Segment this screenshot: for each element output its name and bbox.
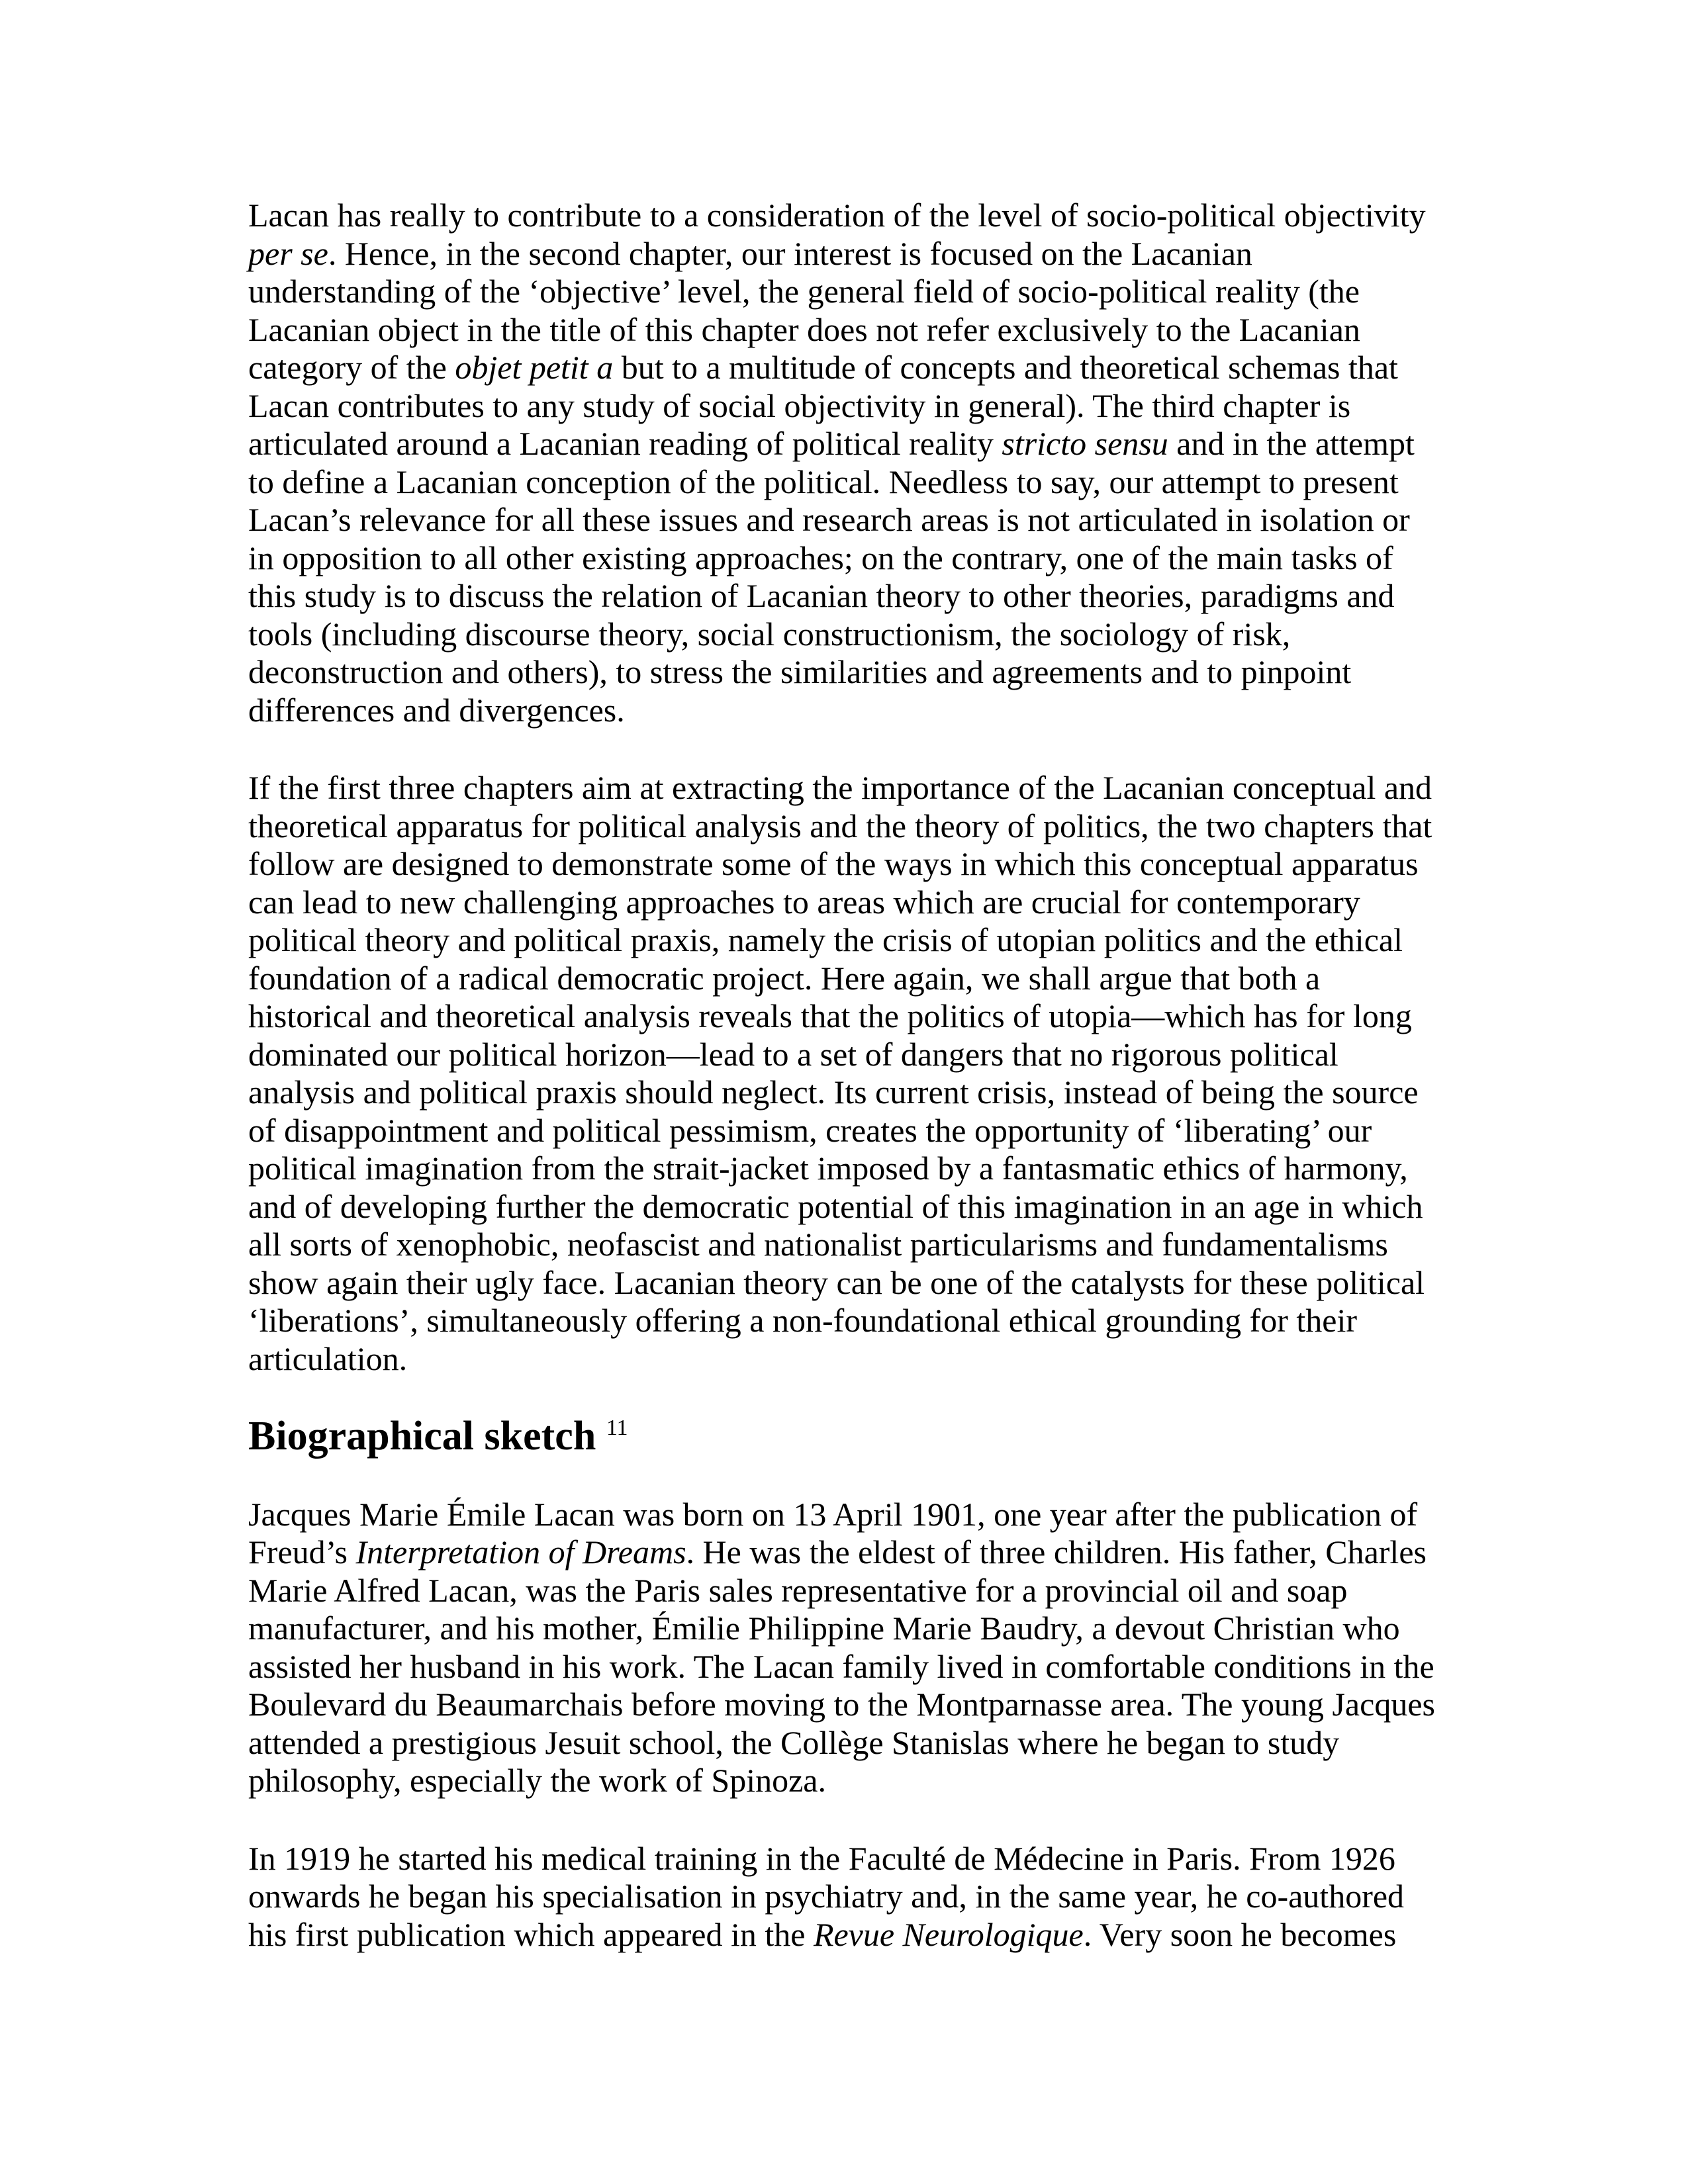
text-run: but to a multitude of concepts and theoretical schemas that Lacan contributes to any study of social objectivity in general). The third chapter is articulated around a Lacanian reading of political reality bbox=[248, 349, 1398, 462]
text-run: If the first three chapters aim at extracting the importance of the Lacanian conceptual and theoretical apparatus for political analysis and the theory of politics, the two chapters that follow are designed to demonstrate some of the ways in which this conceptual apparatus can lead to new challenging approaches to areas which are crucial for contemporary political theory and political praxis, namely the crisis of utopian politics and the ethical foundation of a radical democratic project. Here again, we shall argue that both a historical and theoretical analysis reveals that the politics of utopia—which has for long dominated our political horizon—lead to a set of dangers that no rigorous political analysis and political praxis should neglect. Its current crisis, instead of being the source of disappointment and political pessimism, creates the opportunity of ‘liberating’ our political imagination from the strait-jacket imposed by a fantasmatic ethics of harmony, and of developing further the democratic potential of this imagination in an age in which all sorts of xenophobic, neofascist and nationalist particularisms and fundamentalisms show again their ugly face. Lacanian theory can be one of the catalysts for these political ‘liberations’, simultaneously offering a non-foundational ethical grounding for their articulation. bbox=[248, 769, 1432, 1377]
text-run: objet petit a bbox=[455, 349, 614, 386]
text-run: Jacques Marie Émile Lacan was born on 13 April 1901, one year after the publication of Freud’s bbox=[248, 1495, 1418, 1570]
body-paragraph bbox=[248, 1496, 1440, 1800]
section-heading bbox=[248, 1414, 1440, 1459]
text-run: . He was the eldest of three children. His father, Charles Marie Alfred Lacan, was the Paris sales representative for a provincial oil and soap manufacturer, and his mother, Émilie Philippine Marie Baudry, a devout Christian who assisted her husband in his work. The Lacan family lived in comfortable conditions in the Boulevard du Beaumarchais before moving to the Montparnasse area. The young Jacques attended a prestigious Jesuit school, the Collège Stanislas where he began to study philosophy, especially the work of Spinoza. bbox=[248, 1533, 1435, 1799]
body-paragraph bbox=[248, 1840, 1440, 1954]
body-paragraph bbox=[248, 769, 1440, 1378]
text-run: Lacan has really to contribute to a consideration of the level of socio-political objectivity bbox=[248, 197, 1426, 234]
document-body bbox=[248, 197, 1440, 1993]
text-run: Interpretation of Dreams bbox=[355, 1533, 686, 1570]
text-run: . Very soon he becomes bbox=[1083, 1915, 1397, 1953]
text-run: Revue Neurologique bbox=[813, 1915, 1084, 1953]
footnote-reference: 11 bbox=[606, 1415, 628, 1440]
text-run: . Hence, in the second chapter, our interest is focused on the Lacanian understanding of the ‘objective’ level, the general field of socio-political reality (the Lacanian object in the title of this chapter does not refer exclusively to the Lacanian category of the bbox=[248, 234, 1360, 386]
text-run: Biographical sketch bbox=[248, 1414, 606, 1459]
body-paragraph bbox=[248, 197, 1440, 729]
text-run: per se bbox=[248, 234, 328, 272]
text-run: In 1919 he started his medical training in the Faculté de Médecine in Paris. From 1926 onwards he began his specialisation in psychiatry and, in the same year, he co-authored his first publication which appeared in the bbox=[248, 1839, 1405, 1953]
text-run: stricto sensu bbox=[1002, 425, 1168, 462]
text-run: and in the attempt to define a Lacanian conception of the political. Needless to say, our attempt to present Lacan’s relevance for all these issues and research areas is not articulated in isolation or in opposition to all other existing approaches; on the contrary, one of the main tasks of this study is to discuss the relation of Lacanian theory to other theories, paradigms and tools (including discourse theory, social constructionism, the sociology of risk, deconstruction and others), to stress the similarities and agreements and to pinpoint differences and divergences. bbox=[248, 425, 1415, 729]
